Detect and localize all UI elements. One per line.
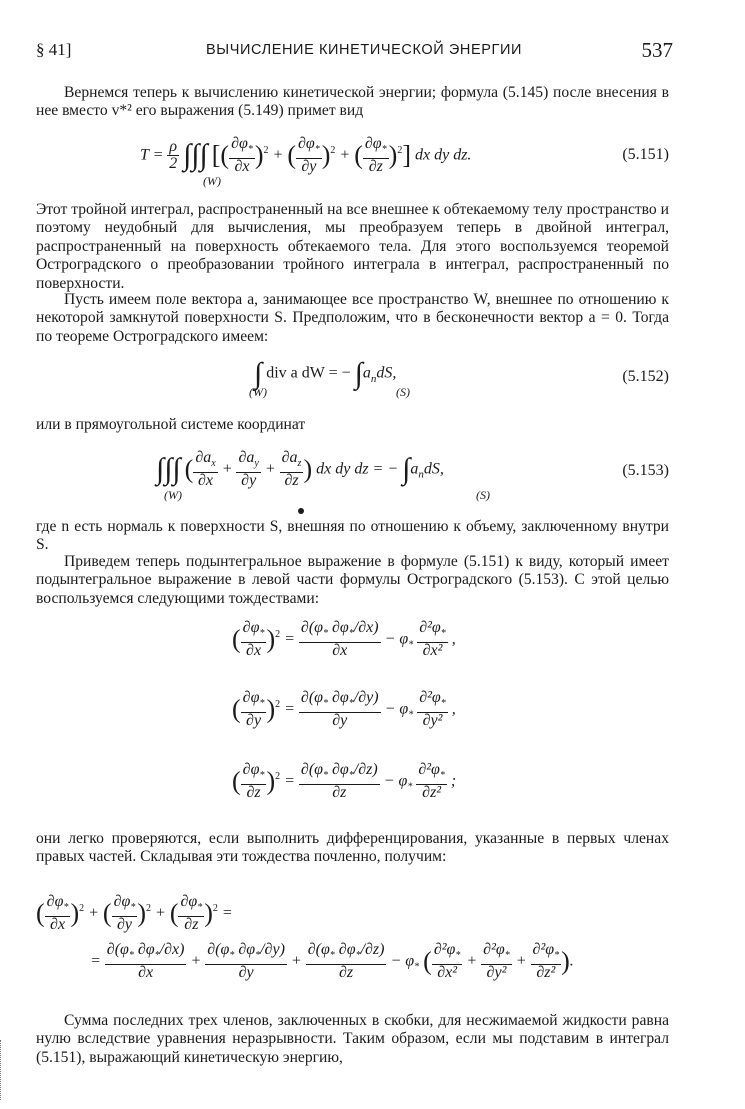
- eq153-domain-left: (W): [164, 488, 182, 502]
- equation-5-151: [36, 132, 669, 192]
- sum-rhs: = $\frac{\partial(\varphi_* \partial\varphi_*/\partial x)}{\partial x}$ + $\frac{\partial(\varphi_* \partial\varphi_*/\partial y)}{\partial y}$ + $\frac{\partial(\varphi_* \partial\varphi_*/\partial z)}{\partial z}$ − $\varphi_*$ ( $\frac{\partial^2\varphi_*}{\text{∂x²}}$ + $\frac{\partial^2\varphi_*}{\text{∂y²}}$ + $\frac{\partial^2\varphi_*}{\text{∂z²}}$ ).: [90, 941, 574, 982]
- section-marker: § 41]: [36, 40, 72, 59]
- eq152-expression: ∫ div a dW = − $\int a_ndS$,: [254, 357, 397, 390]
- scan-edge-mark: [0, 1040, 9, 1100]
- paragraph-3: Пусть имеем поле вектора a, занимающее все пространство W, внешнее по отношению к некоторой замкнутой поверхности S. Предположим, что в бесконечности вектор a = 0. Тогда по теореме Остроградского имеем:: [36, 291, 669, 345]
- paragraph-2: Этот тройной интеграл, распространенный на все внешнее к обтекаемому телу пространство и поэтому неудобный для вычисления, мы преобразуем теперь в двойной интеграл, распространенный на поверхность обтекаемого тела. Для этого воспользуемся теоремой Остроградского о преобразовании тройного интеграла в интеграл, распространенный по поверхности.: [36, 201, 669, 292]
- eq152-number: (5.152): [622, 368, 669, 385]
- identity-x: ( $\frac{\partial\varphi_*}{\partial x}$ )$^2$ = $\frac{\partial(\varphi_* \partial\varphi_*/\partial x)}{\partial x}$ − $\varphi_*$ $\frac{\partial^2\varphi_*}{\text{∂x²}}$ ,: [232, 619, 456, 660]
- equation-5-153: [36, 448, 669, 506]
- paragraph-8: Сумма последних трех членов, заключенных в скобки, для несжимаемой жидкости равна нулю вследствие уравнения неразрывности. Таким образом, если мы подставим в интеграл (5.151), выражающий кинетическую энергию,: [36, 1012, 669, 1066]
- eq152-domain-left: (W): [249, 385, 267, 399]
- eq151-number: (5.151): [622, 146, 669, 163]
- ink-blot: [298, 508, 304, 514]
- triple-integral-sign: ∫∫∫: [183, 138, 208, 172]
- identity-z: ( $\frac{\partial\varphi_*}{\partial z}$ )$^2$ = $\frac{\partial(\varphi_* \partial\varphi_*/\partial z)}{\partial z}$ − $\varphi_*$ $\frac{\partial^2\varphi_*}{\text{∂z²}}$ ;: [232, 761, 457, 802]
- page-number: 537: [641, 38, 673, 62]
- header-title: ВЫЧИСЛЕНИЕ КИНЕТИЧЕСКОЙ ЭНЕРГИИ: [206, 42, 523, 58]
- paragraph-7: они легко проверяются, если выполнить дифференцирования, указанные в первых членах правых частей. Складывая эти тождества почленно, получим:: [36, 830, 669, 866]
- paragraph-4: или в прямоугольной системе координат: [36, 416, 306, 433]
- eq151-expression: T = $\frac{\rho}{2}$ ∫∫∫ [( $\frac{\partial\varphi_*}{\partial x}$ )$^2$ + ( $\frac{\partial\varphi_*}{\partial y}$ )$^2$ + ( $\frac{\partial\varphi_*}{\partial z}$ )$^2$] dx dy dz.: [140, 135, 472, 176]
- eq152-domain-right: (S): [396, 385, 410, 399]
- paragraph-6: Приведем теперь подынтегральное выражение в формуле (5.151) к виду, который имеет подынтегральное выражение в левой части формулы Остроградского (5.153). С этой целью воспользуемся следующими тождествами:: [36, 553, 669, 607]
- identities-block: [36, 614, 669, 824]
- summed-identity: [36, 890, 669, 1002]
- identity-y: ( $\frac{\partial\varphi_*}{\partial y}$ )$^2$ = $\frac{\partial(\varphi_* \partial\varphi_*/\partial y)}{\partial y}$ − $\varphi_*$ $\frac{\partial^2\varphi_*}{\text{∂y²}}$ ,: [232, 689, 456, 730]
- sum-lhs: ( $\frac{\partial\varphi_*}{\partial x}$ )$^2$ + ( $\frac{\partial\varphi_*}{\partial y}$ )$^2$ + ( $\frac{\partial\varphi_*}{\partial z}$ )$^2$ =: [36, 893, 233, 934]
- eq153-expression: ∫∫∫ ( $\frac{\partial a_x}{\partial x}$ + $\frac{\partial a_y}{\partial y}$ + $\frac{\partial a_z}{\partial z}$ ) dx dy dz = − $\int a_ndS$,: [156, 449, 444, 490]
- eq153-domain-right: (S): [476, 488, 490, 502]
- eq153-number: (5.153): [622, 462, 669, 479]
- running-header: [36, 40, 673, 64]
- paragraph-1: Вернемся теперь к вычислению кинетической энергии; формула (5.145) после внесения в нее вместо v*² его выражения (5.149) примет вид: [36, 84, 669, 120]
- equation-5-152: [36, 355, 669, 403]
- paragraph-5: где n есть нормаль к поверхности S, внешняя по отношению к объему, заключенному внутри S.: [36, 518, 669, 554]
- eq151-domain: (W): [203, 174, 221, 188]
